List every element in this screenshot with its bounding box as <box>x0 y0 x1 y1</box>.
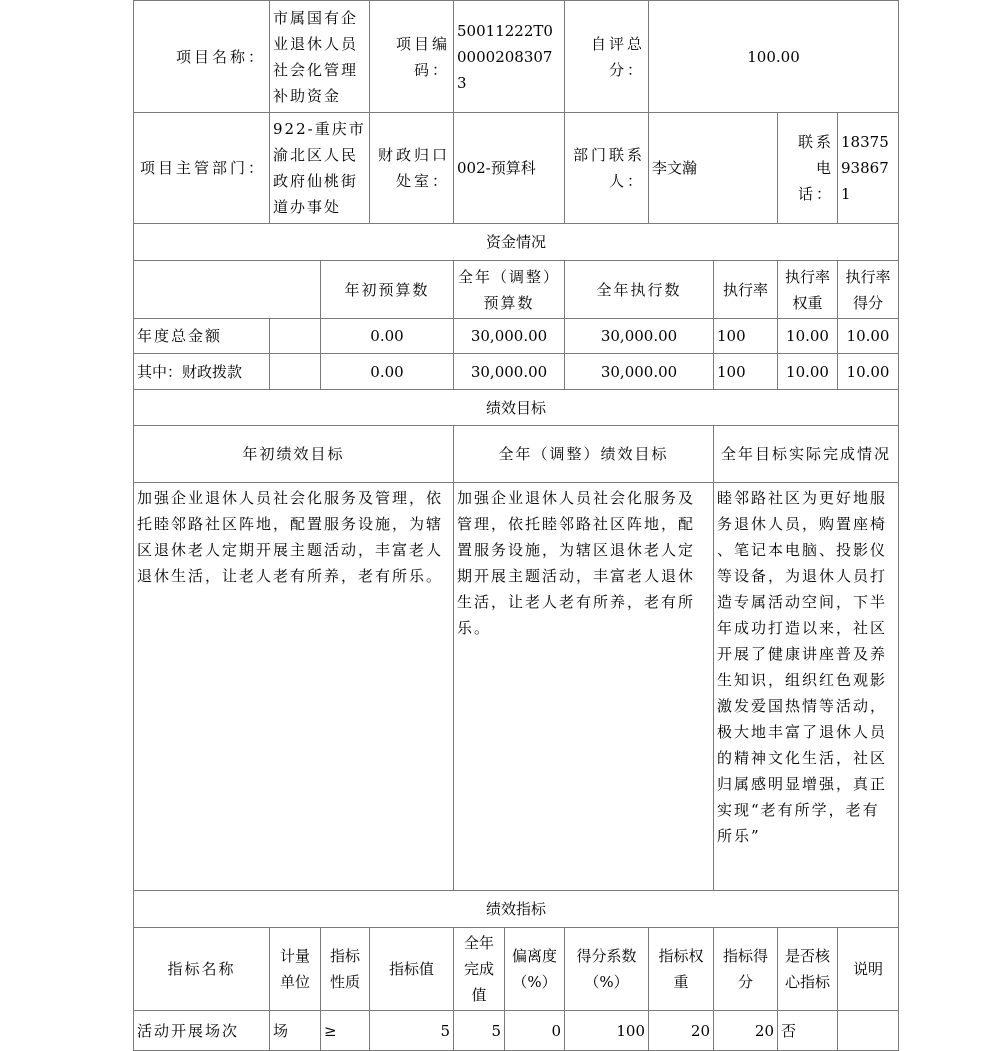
project-info-row <box>134 1 899 113</box>
contact-label: 部门联系人： <box>565 113 649 224</box>
indicators-header-row <box>134 928 899 1011</box>
adjusted-budget: 30,000.00 <box>454 319 565 354</box>
indicator-score: 20 <box>714 1011 778 1051</box>
indicator-header: 得分系数（%） <box>565 928 649 1011</box>
dept-label: 项目主管部门： <box>134 113 270 224</box>
execution-rate: 100 <box>714 354 778 390</box>
funds-row-label: 其中：财政拨款 <box>134 354 270 390</box>
phone-label: 联系电话： <box>778 113 838 224</box>
executed-amount: 30,000.00 <box>565 319 714 354</box>
initial-budget: 0.00 <box>321 354 454 390</box>
initial-goal: 加强企业退休人员社会化服务及管理，依托睦邻路社区阵地，配置服务设施，为辖区退休老人定期开展主题活动，丰富老人退休生活，让老人老有所养，老有所乐。 <box>134 483 454 891</box>
project-name: 市属国有企业退休人员社会化管理补助资金 <box>270 1 370 113</box>
indicator-target: 5 <box>370 1011 454 1051</box>
indicator-row <box>134 1011 899 1051</box>
funds-row-label: 年度总金额 <box>134 319 270 354</box>
funds-header: 执行率得分 <box>838 261 899 319</box>
self-score-label: 自评总分： <box>565 1 649 113</box>
indicator-header: 全年完成值 <box>454 928 505 1011</box>
executed-amount: 30,000.00 <box>565 354 714 390</box>
blank-cell <box>134 261 321 319</box>
adjusted-budget: 30,000.00 <box>454 354 565 390</box>
finance-office: 002-预算科 <box>454 113 565 224</box>
actual-completion: 睦邻路社区为更好地服务退休人员，购置座椅 、笔记本电脑、投影仪等设备，为退休人员打造专属活动空间，下半年成功打造以来，社区开展了健康讲座普及养生知识，组织红色观影激发爱国热情等活动，极大地丰富了退休人员的精神文化生活，社区归属感明显增强，真正实现“老有所学，老有所乐” <box>714 483 899 891</box>
indicators-title: 绩效指标 <box>134 891 899 928</box>
funds-row <box>134 319 899 354</box>
funds-header: 执行率 <box>714 261 778 319</box>
funds-row <box>134 354 899 390</box>
indicator-header: 计量单位 <box>270 928 321 1011</box>
funds-header: 全年（调整）预算数 <box>454 261 565 319</box>
rate-score: 10.00 <box>838 319 899 354</box>
funds-title: 资金情况 <box>134 224 899 261</box>
funds-header: 执行率权重 <box>778 261 838 319</box>
indicator-core: 否 <box>778 1011 838 1051</box>
project-name-label: 项目名称： <box>134 1 270 113</box>
indicator-actual: 5 <box>454 1011 505 1051</box>
funds-header: 年初预算数 <box>321 261 454 319</box>
indicator-header: 指标得分 <box>714 928 778 1011</box>
goals-header-row <box>134 426 899 483</box>
project-code-label: 项目编码： <box>370 1 454 113</box>
funds-header: 全年执行数 <box>565 261 714 319</box>
indicator-header: 偏离度（%） <box>505 928 565 1011</box>
contact-person: 李文瀚 <box>649 113 778 224</box>
phone: 18375938671 <box>838 113 899 224</box>
indicator-header: 指标值 <box>370 928 454 1011</box>
execution-rate: 100 <box>714 319 778 354</box>
finance-label: 财政归口处室： <box>370 113 454 224</box>
adjusted-goal: 加强企业退休人员社会化服务及管理，依托睦邻路社区阵地，配置服务设施，为辖区退休老人定期开展主题活动，丰富老人退休生活，让老人老有所养，老有所乐。 <box>454 483 714 891</box>
rate-weight: 10.00 <box>778 354 838 390</box>
indicator-note <box>838 1011 899 1051</box>
goals-content-row <box>134 483 899 891</box>
dept-info-row <box>134 113 899 224</box>
indicator-deviation: 0 <box>505 1011 565 1051</box>
goals-header: 全年（调整）绩效目标 <box>454 426 714 483</box>
performance-self-evaluation-table <box>133 0 899 1051</box>
indicator-nature: ≥ <box>321 1011 370 1051</box>
goals-header: 全年目标实际完成情况 <box>714 426 899 483</box>
indicator-header: 指标名称 <box>134 928 270 1011</box>
project-code: 50011222T000002083073 <box>454 1 565 113</box>
goals-header: 年初绩效目标 <box>134 426 454 483</box>
indicator-weight: 20 <box>649 1011 714 1051</box>
funds-header-row <box>134 261 899 319</box>
indicator-name: 活动开展场次 <box>134 1011 270 1051</box>
goals-title: 绩效目标 <box>134 390 899 426</box>
rate-weight: 10.00 <box>778 319 838 354</box>
rate-score: 10.00 <box>838 354 899 390</box>
blank-cell <box>270 354 321 390</box>
initial-budget: 0.00 <box>321 319 454 354</box>
indicator-header: 指标权重 <box>649 928 714 1011</box>
dept: 922-重庆市渝北区人民政府仙桃街道办事处 <box>270 113 370 224</box>
indicator-header: 指标性质 <box>321 928 370 1011</box>
blank-cell <box>270 319 321 354</box>
indicator-header: 是否核心指标 <box>778 928 838 1011</box>
indicator-unit: 场 <box>270 1011 321 1051</box>
indicator-coefficient: 100 <box>565 1011 649 1051</box>
self-score: 100.00 <box>649 1 899 113</box>
indicator-header: 说明 <box>838 928 899 1011</box>
